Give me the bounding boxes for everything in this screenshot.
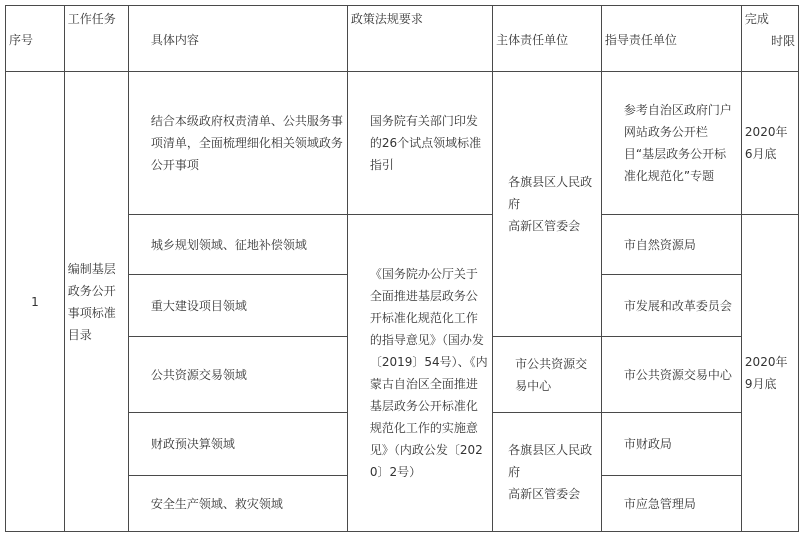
- unit-line: 高新区管委会: [508, 219, 581, 233]
- guide-cell: 市自然资源局: [601, 215, 741, 275]
- header-guide: 指导责任单位: [601, 6, 741, 72]
- header-row: [6, 6, 799, 72]
- row-seq: 1: [6, 72, 65, 532]
- content-item: 城乡规划领域、征地补偿领域: [128, 215, 347, 275]
- guide-cell: 参考自治区政府门户网站政务公开栏目“基层政务公开标准化规范化”专题: [601, 72, 741, 215]
- content-item: 安全生产领域、救灾领域: [128, 476, 347, 532]
- unit-cell: 市公共资源交易中心: [493, 337, 602, 413]
- policy-cell: 《国务院办公厅关于全面推进基层政务公开标准化规范化工作的指导意见》（国办发〔2019〕54号）、《内蒙古自治区全面推进基层政务公开标准化规范化工作的实施意见》（内政公发〔2020〕2号）: [347, 215, 492, 532]
- guide-cell: 市公共资源交易中心: [601, 337, 741, 413]
- table-row: [6, 72, 799, 215]
- task-table: [5, 5, 799, 532]
- header-unit: 主体责任单位: [493, 6, 602, 72]
- time-cell: 2020年9月底: [741, 215, 798, 532]
- row-task: 编制基层政务公开事项标准目录: [64, 72, 128, 532]
- header-time-line1: 完成: [744, 12, 769, 26]
- guide-cell: 市应急管理局: [601, 476, 741, 532]
- unit-line: 各旗县区人民政府: [508, 443, 593, 479]
- content-item: 公共资源交易领域: [128, 337, 347, 413]
- header-task: 工作任务: [64, 6, 128, 72]
- unit-cell: [493, 413, 602, 532]
- header-policy: 政策法规要求: [347, 6, 492, 72]
- guide-cell: 市财政局: [601, 413, 741, 476]
- content-item: 结合本级政府权责清单、公共服务事项清单，全面梳理细化相关领域政务公开事项: [128, 72, 347, 215]
- time-cell: 2020年6月底: [741, 72, 798, 215]
- unit-line: 高新区管委会: [508, 487, 581, 501]
- policy-cell: 国务院有关部门印发的26个试点领域标准指引: [347, 72, 492, 215]
- header-seq: 序号: [6, 6, 65, 72]
- content-item: 财政预决算领域: [128, 413, 347, 476]
- unit-cell: [493, 72, 602, 337]
- content-item: 重大建设项目领域: [128, 275, 347, 337]
- header-content: 具体内容: [128, 6, 347, 72]
- guide-cell: 市发展和改革委员会: [601, 275, 741, 337]
- header-time-line2: 时限: [770, 34, 795, 48]
- header-time: [741, 6, 798, 72]
- unit-line: 各旗县区人民政府: [508, 175, 593, 211]
